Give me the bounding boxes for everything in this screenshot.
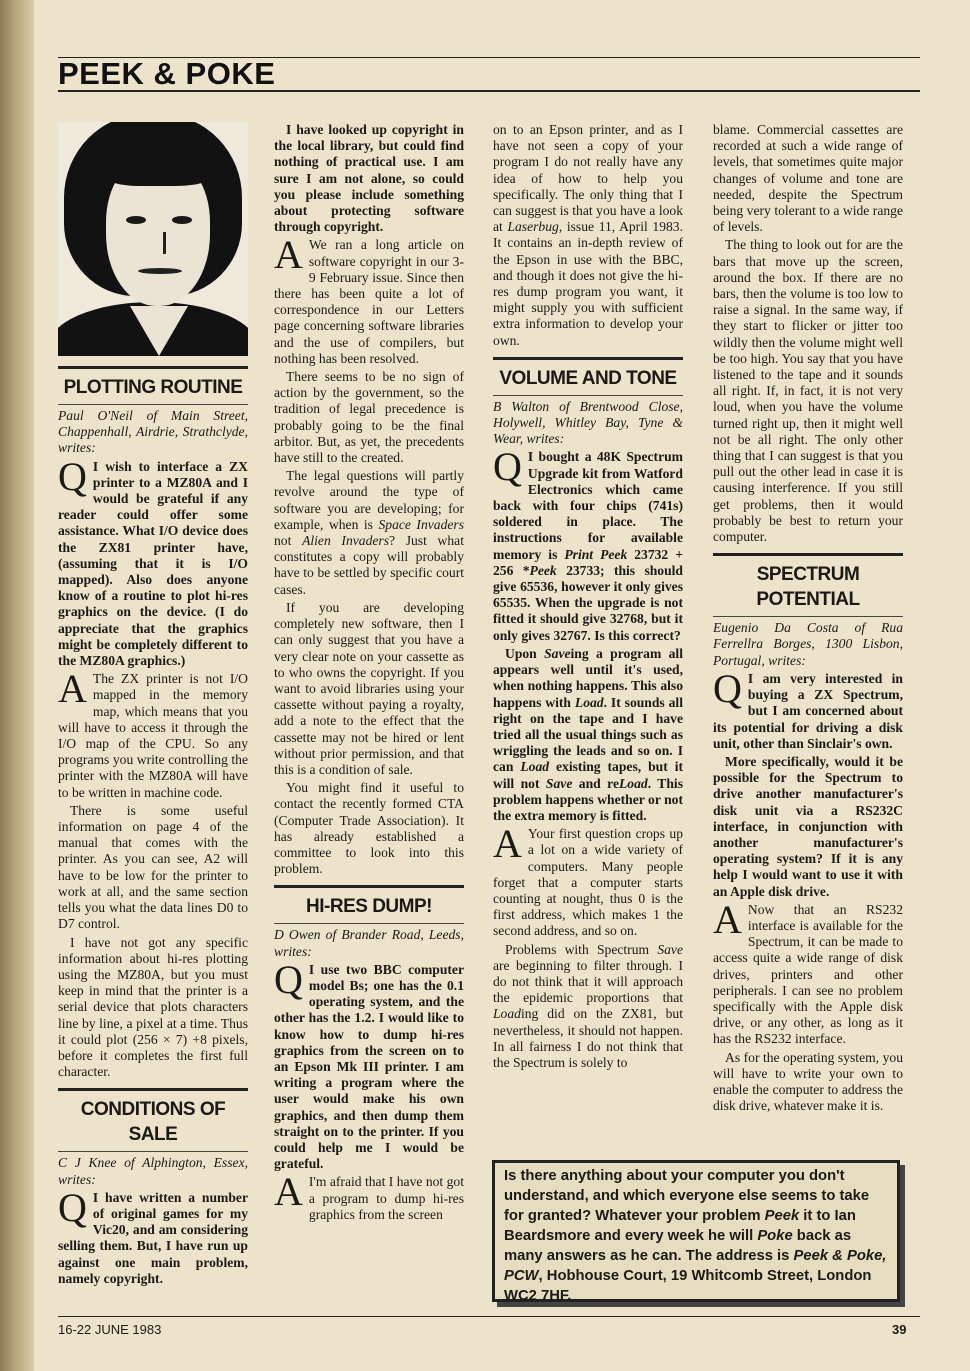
portrait-photo: [58, 122, 248, 356]
answer: A The ZX printer is not I/O mapped in the memory map, which means that you will have to access it through the I/O map of the CPU. So any programs you write controlling the printer with the MZ80A will have to be written in machine code.: [58, 666, 248, 800]
byline: B Walton of Brentwood Close, Holywell, Whitley Bay, Tyne & Wear, writes:: [493, 398, 683, 447]
byline: Eugenio Da Costa of Rua Ferrellra Borges, 1300 Lisbon, Portugal, writes:: [713, 620, 903, 668]
paragraph: There seems to be no sign of action by the government, so the tradition of legal precedence is probably going to be the final arbitor. But, as yet, the precedents have still to the created.: [274, 369, 464, 466]
question-continued: I have looked up copyright in the local library, but could find nothing of practical use. I am sure I am not alone, so could you please include something about protecting software through copyright.: [274, 122, 464, 235]
question: Q I am very interested in buying a ZX Spectrum, but I am concerned about its potential for driving a disk unit, other than Sinclair's own.: [713, 665, 903, 751]
contact-callout-box: [492, 1160, 900, 1302]
paragraph: blame. Commercial cassettes are recorded at such a wide range of levels, that sometimes quite major changes of volume and tone are needed, despite the Spectrum being very tolerant to a wide range of levels.: [713, 122, 903, 235]
page-spine-shadow: [0, 0, 34, 1371]
dropcap-a: A: [713, 896, 742, 942]
callout-text: Is there anything about your computer you don't understand, and which everyone else seems to take for granted? Whatever your problem Peek it to Ian Beardsmore and every week he will Poke back as many answers as he can. The address is Peek & Poke, PCW, Hobhouse Court, 19 Whitcomb Street, London WC2 7HF.: [504, 1168, 887, 1304]
question-paragraph: Upon Saveing a program all appears well until it's used, when nothing happens. This also happens with Load. It sounds all right on the tape and I have tried all the usual things such as wriggling the leads and so on. I can Load existing tapes, but it will not Save and reLoad. This problem happens whether or not the extra memory is fitted.: [493, 645, 683, 823]
dropcap-q: Q: [274, 956, 303, 1002]
page-number: 39: [892, 1322, 907, 1337]
byline: D Owen of Brander Road, Leeds, writes:: [274, 927, 464, 959]
dropcap-q: Q: [58, 453, 87, 499]
paragraph: The legal questions will partly revolve around the type of software you are developing; for example, when is Space Invaders not Alien Invaders? Just what constitutes a copy will probably have to be settled by specific court cases.: [274, 468, 464, 597]
subhead-conditions-of-sale: CONDITIONS OF SALE: [58, 1088, 248, 1152]
column-1: [58, 122, 248, 1302]
dropcap-q: Q: [58, 1184, 87, 1230]
dropcap-a: A: [274, 232, 303, 278]
byline: C J Knee of Alphington, Essex, writes:: [58, 1155, 248, 1187]
subhead-volume-and-tone: VOLUME AND TONE: [493, 357, 683, 396]
paragraph: You might find it useful to contact the recently formed CTA (Computer Trade Association). It has already established a committee to look into this problem.: [274, 780, 464, 877]
dropcap-q: Q: [713, 665, 742, 711]
question: Q I have written a number of original games for my Vic20, and am considering selling them. But, I have run up against one main problem, namely copyright.: [58, 1184, 248, 1286]
column-2: [274, 122, 464, 1302]
answer: A I'm afraid that I have not got a program to dump hi-res graphics from the screen: [274, 1169, 464, 1222]
question-paragraph: More specifically, would it be possible for the Spectrum to drive another manufacturer's disk unit via a RS232C interface, in conjunction with another manufacturer's operating system? If it is any help I would want to use it with an Apple disk drive.: [713, 753, 903, 899]
answer: A We ran a long article on software copyright in our 3-9 February issue. Since then there has been quite a lot of correspondence in our Letters page concerning software libraries and the use of compilers, but nothing has been resolved.: [274, 232, 464, 366]
question: Q I bought a 48K Spectrum Upgrade kit from Watford Electronics which came back with four chips (741s) soldered in place. The instructions for available memory is Print Peek 23732 + 256 *Peek 23733; this should give 65536, however it only gives 65535. When the upgrade is not fitted it should give 32768, but it only gives 32767. Is this correct?: [493, 444, 683, 643]
subhead-hi-res-dump: HI-RES DUMP!: [274, 885, 464, 924]
paragraph: The thing to look out for are the bars that move up the screen, around the box. If there are no bars, then the volume is too low to raise a signal. In the same way, if they start to flicker or jitter too wildly then the volume might well be too high. You say that you have listened to the tape and it sounds all right. If, in fact, it is not very loud, when you have the volume turned right up, then it might well not be all right. The only other thing that I can suggest is that you pull out the other lead in case it is causing interference. If you still get problems, then it would probably be best to return your computer.: [713, 237, 903, 545]
column-3: [493, 122, 683, 1302]
paragraph: There is some useful information on page 4 of the manual that comes with the printer. As you can see, A2 will have to be low for the printer to work at all, and the same section tells you what the data lines D0 to D7 control.: [58, 802, 248, 932]
question: Q I use two BBC computer model Bs; one has the 0.1 operating system, and the other has the 1.2. I would like to know how to dump hi-res graphics from the screen on to an Epson Mk III printer. I am writing a program where the user would make his own graphics, and then dump them straight on to the printer. If you could help me I would be grateful.: [274, 956, 464, 1172]
issue-date: 16-22 JUNE 1983: [58, 1322, 162, 1337]
answer: A Your first question crops up a lot on a wide variety of computers. Many people forget that a computer starts counting at nought, thus 0 is the first address, which makes 1 the second address, and so on.: [493, 821, 683, 939]
answer: A Now that an RS232 interface is available for the Spectrum, it can be made to access quite a wide range of disk drives, printers and other peripherals. I can see no problem specifically with the Apple disk drive, or any other, as long as it has the RS232 interface.: [713, 896, 903, 1047]
question: Q I wish to interface a ZX printer to a MZ80A and I would be grateful if any reader could offer some assistance. What I/O device does the ZX81 printer have, (assuming that it is I/O mapped). Also does anyone know of a routine to plot hi-res graphics on the device. (I do appreciate that the graphics might be completely different to the MZ80A graphics.): [58, 453, 248, 669]
paragraph: Problems with Spectrum Save are beginning to filter through. I do not think that it will approach the epidemic proportions that Loading did on the ZX81, but nevertheless, it should not happen. In all fairness I do not think that the Spectrum is solely to: [493, 941, 683, 1070]
dropcap-a: A: [274, 1169, 303, 1215]
paragraph: on to an Epson printer, and as I have not seen a copy of your program I do not really have any idea of how to help you specifically. The only thing that I can suggest is that you have a look at Laserbug, issue 11, April 1983. It contains an in-depth review of the Epson in use with the BBC, and though it does not give the hi-res dump program you want, it might supply you with sufficient extra information to develop your own.: [493, 122, 683, 348]
subhead-plotting-routine: PLOTTING ROUTINE: [58, 366, 248, 405]
byline: Paul O'Neil of Main Street, Chappenhall, Airdrie, Strathclyde, writes:: [58, 408, 248, 456]
section-header: [58, 58, 920, 92]
paragraph: As for the operating system, you will have to write your own to enable the computer to address the disk drive, whatever make it is.: [713, 1049, 903, 1114]
dropcap-a: A: [493, 821, 522, 867]
footer-rule: [58, 1316, 920, 1317]
paragraph: If you are developing completely new software, then I can only suggest that you have a very clear note on your cassette as to who owns the copyright. If you want to avoid libraries using your cassette without paying a royalty, add a note to the effect that the cassette may not be hired or lent without prior permission, and that this is a condition of sale.: [274, 599, 464, 777]
paragraph: I have not got any specific information about hi-res plotting using the MZ80A, but you must keep in mind that the printer is a serial device that plots characters line by line, a pixel at a time. Thus it could plot (256 × 7) +8 pixels, before it completes the first full character.: [58, 934, 248, 1080]
column-4: [713, 122, 903, 1152]
section-title: PEEK & POKE: [58, 56, 276, 91]
subhead-spectrum-potential: SPECTRUM POTENTIAL: [713, 553, 903, 617]
dropcap-a: A: [58, 666, 87, 712]
dropcap-q: Q: [493, 444, 522, 490]
